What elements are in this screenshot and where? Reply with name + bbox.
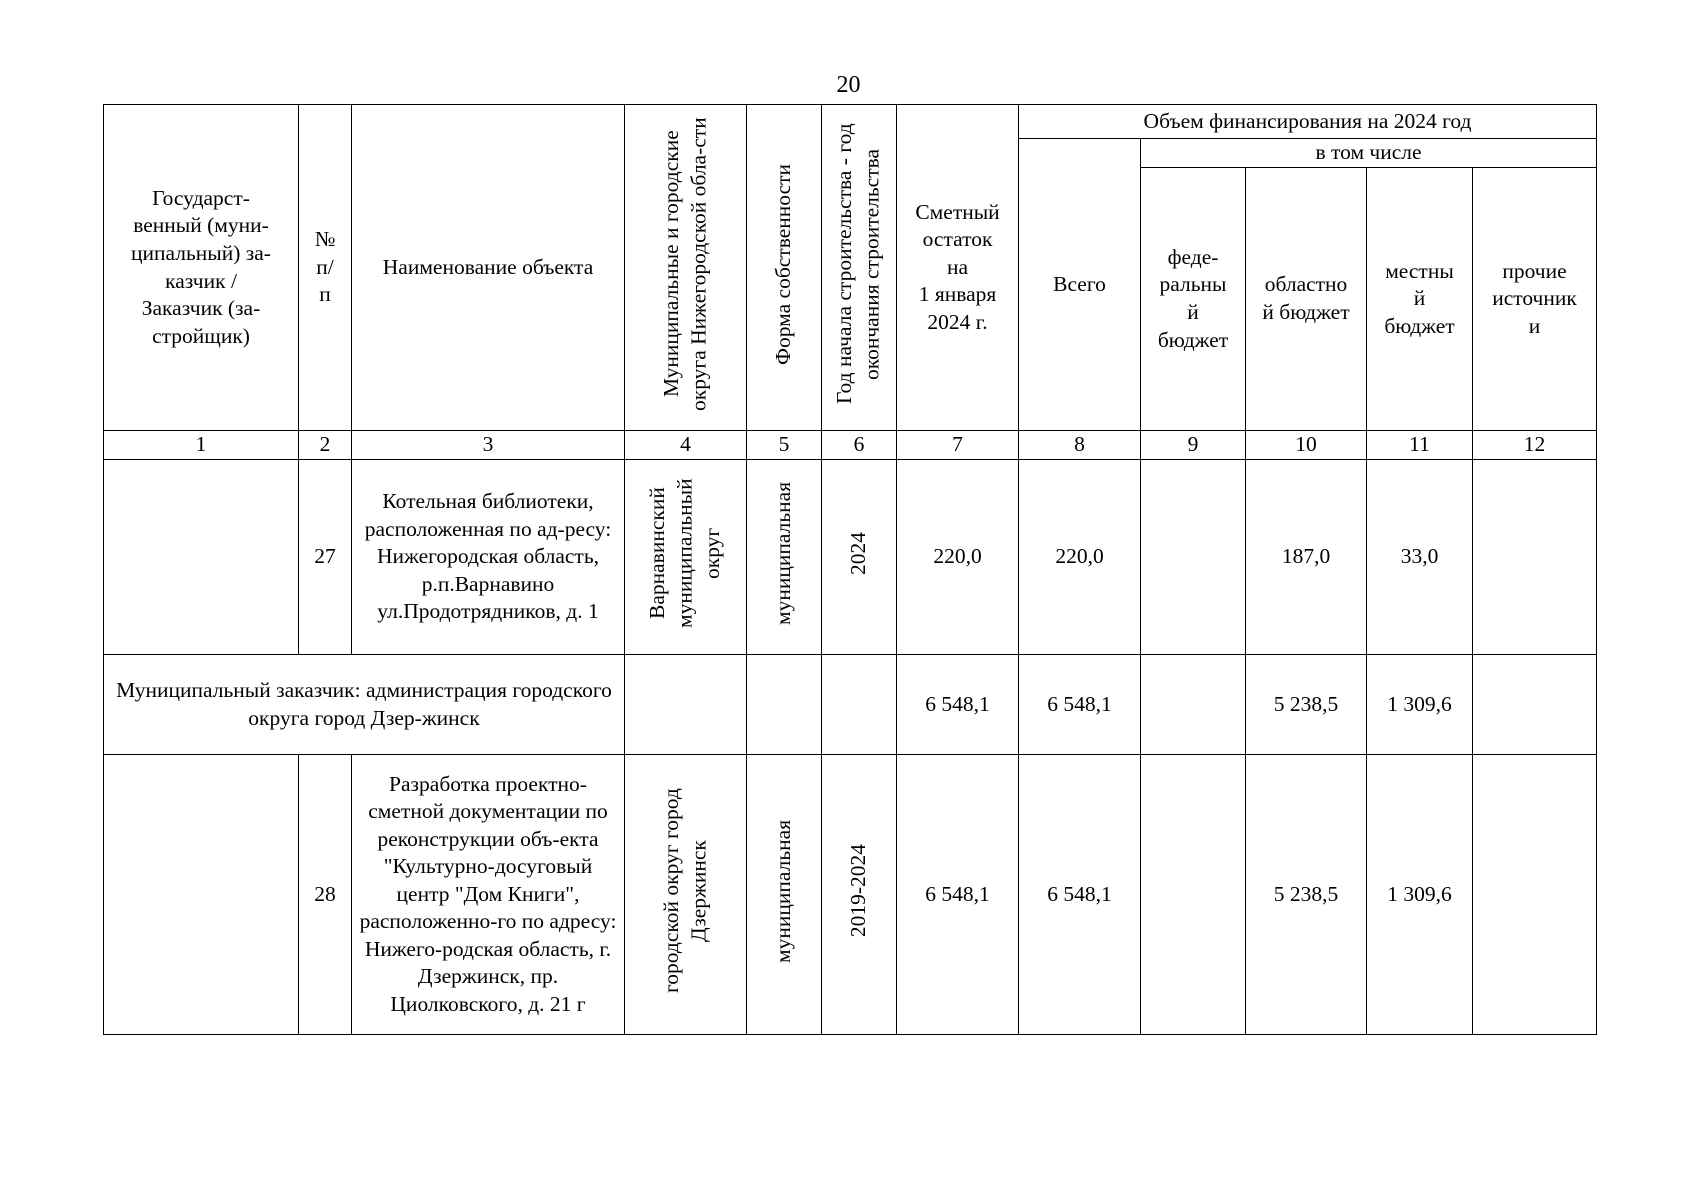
row-years-cell xyxy=(822,460,897,655)
column-number: 11 xyxy=(1367,431,1473,460)
row-municipality-cell xyxy=(625,460,747,655)
row-ownership-cell xyxy=(747,460,822,655)
row-regional: 187,0 xyxy=(1246,460,1367,655)
row-years: 2024 xyxy=(846,531,871,575)
row-years: 2019-2024 xyxy=(846,844,871,938)
header-municipality-cell xyxy=(625,105,747,431)
row-other xyxy=(1473,755,1597,1035)
header-row-1 xyxy=(104,105,1597,139)
row-regional: 5 238,5 xyxy=(1246,755,1367,1035)
row-total: 6 548,1 xyxy=(1019,755,1141,1035)
column-number: 3 xyxy=(352,431,625,460)
header-ownership: Форма собственности xyxy=(771,163,796,365)
row-municipality: Варнавинский муниципальный округ xyxy=(645,478,725,629)
header-municipality: Муниципальные и городские округа Нижегородской обла-сти xyxy=(658,116,711,411)
column-number: 4 xyxy=(625,431,747,460)
page-number: 20 xyxy=(836,72,861,98)
financing-table xyxy=(103,104,1597,1035)
row-customer xyxy=(104,460,299,655)
group-regional: 5 238,5 xyxy=(1246,655,1367,755)
column-numbers-row xyxy=(104,431,1597,460)
table-row xyxy=(104,460,1597,655)
row-ownership: муниципальная xyxy=(771,481,796,625)
row-number: 27 xyxy=(299,460,352,655)
column-number: 2 xyxy=(299,431,352,460)
header-total: Всего xyxy=(1019,139,1141,431)
row-customer xyxy=(104,755,299,1035)
header-funding-title: Объем финансирования на 2024 год xyxy=(1019,105,1597,139)
group-municipality xyxy=(625,655,747,755)
row-total: 220,0 xyxy=(1019,460,1141,655)
group-years xyxy=(822,655,897,755)
row-number: 28 xyxy=(299,755,352,1035)
header-years: Год начала строительства - год окончания строительства xyxy=(832,123,884,405)
header-years-cell xyxy=(822,105,897,431)
table-row xyxy=(104,755,1597,1035)
header-regional: областно й бюджет xyxy=(1246,168,1367,431)
header-customer: Государст- венный (муни- ципальный) за- казчик / Заказчик (за- стройщик) xyxy=(104,105,299,431)
column-number: 9 xyxy=(1141,431,1246,460)
row-estimate: 6 548,1 xyxy=(897,755,1019,1035)
group-local: 1 309,6 xyxy=(1367,655,1473,755)
row-federal xyxy=(1141,755,1246,1035)
column-number: 1 xyxy=(104,431,299,460)
column-number: 6 xyxy=(822,431,897,460)
row-municipality-cell xyxy=(625,755,747,1035)
group-other xyxy=(1473,655,1597,755)
header-other: прочие источник и xyxy=(1473,168,1597,431)
row-other xyxy=(1473,460,1597,655)
row-municipality: городской округ город Дзержинск xyxy=(658,788,711,994)
row-local: 33,0 xyxy=(1367,460,1473,655)
column-number: 12 xyxy=(1473,431,1597,460)
header-ownership-cell xyxy=(747,105,822,431)
header-estimate: Сметный остаток на 1 января 2024 г. xyxy=(897,105,1019,431)
header-including: в том числе xyxy=(1141,139,1597,168)
row-years-cell xyxy=(822,755,897,1035)
header-local: местны й бюджет xyxy=(1367,168,1473,431)
row-estimate: 220,0 xyxy=(897,460,1019,655)
row-ownership: муниципальная xyxy=(771,819,796,963)
header-number: № п/ п xyxy=(299,105,352,431)
row-local: 1 309,6 xyxy=(1367,755,1473,1035)
group-federal xyxy=(1141,655,1246,755)
group-row xyxy=(104,655,1597,755)
group-estimate: 6 548,1 xyxy=(897,655,1019,755)
column-number: 5 xyxy=(747,431,822,460)
row-federal xyxy=(1141,460,1246,655)
header-object-name: Наименование объекта xyxy=(352,105,625,431)
row-object-name: Разработка проектно-сметной документации по реконструкции объ-екта "Культурно-досуговый центр "Дом Книги", расположенно-го по адресу: Нижего-родская область, г. Дзержинск, пр. Циолковского, д. 21 г xyxy=(352,755,625,1035)
column-number: 7 xyxy=(897,431,1019,460)
group-total: 6 548,1 xyxy=(1019,655,1141,755)
column-number: 10 xyxy=(1246,431,1367,460)
group-customer: Муниципальный заказчик: администрация городского округа город Дзер-жинск xyxy=(104,655,625,755)
row-ownership-cell xyxy=(747,755,822,1035)
header-federal: феде- ральны й бюджет xyxy=(1141,168,1246,431)
row-object-name: Котельная библиотеки, расположенная по ад-ресу: Нижегородская область, р.п.Варнавино ул.Продотрядников, д. 1 xyxy=(352,460,625,655)
column-number: 8 xyxy=(1019,431,1141,460)
group-ownership xyxy=(747,655,822,755)
